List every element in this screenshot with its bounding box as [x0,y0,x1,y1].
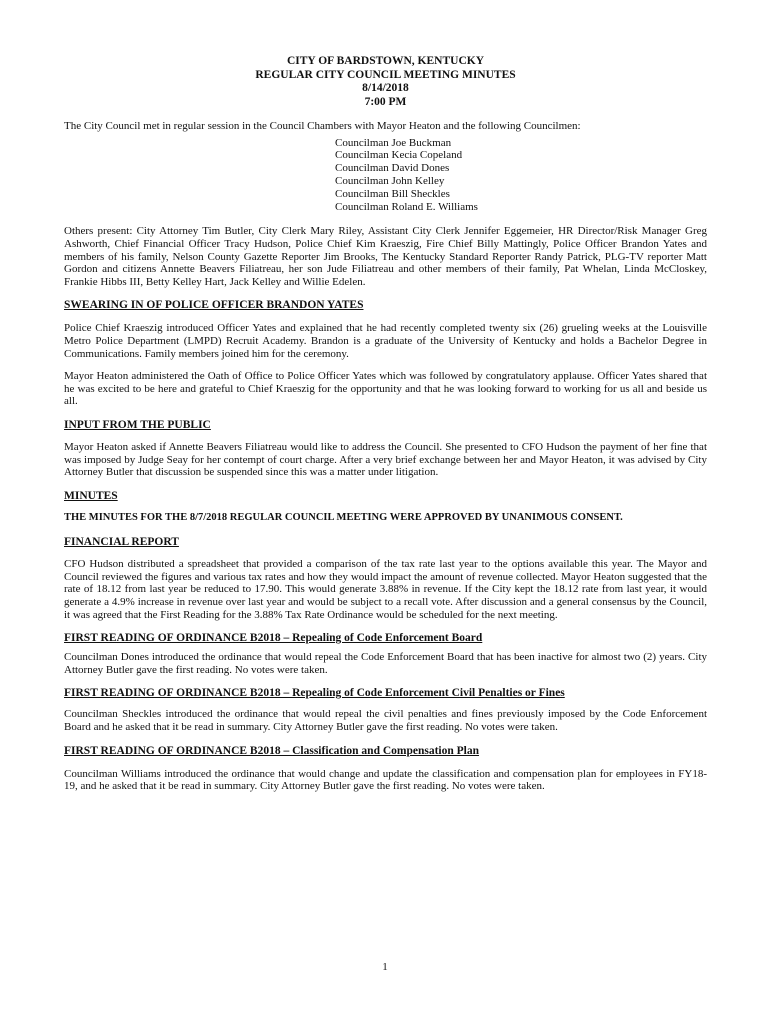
list-item: Councilman David Dones [335,162,450,175]
ordinance-3-heading: FIRST READING OF ORDINANCE B2018 – Classification and Compensation Plan [64,744,480,757]
list-item: Councilman John Kelley [335,174,445,187]
list-item: Councilman Bill Sheckles [335,187,450,200]
list-item: Councilman Roland E. Williams [335,200,478,213]
financial-heading: FINANCIAL REPORT [64,536,179,549]
financial-paragraph: CFO Hudson distributed a spreadsheet that provided a comparison of the tax rate last year to the options available this year. The Mayor and Council reviewed the figures and various tax rates and how they would impact the amount of revenue collected. Mayor Heaton suggested that the rate of 18.12 from last year be reduced to 17.90. This would generate 3.88% in revenue. If the City kept the 18.12 rate from last year, it would generate a 4.9% increase in revenue over last year and would be subject to a recall vote. After discussion and a general consensus by the Council, it was agreed that the First Reading for the 3.88% Tax Rate Ordinance would be scheduled for the next meeting. [64,558,707,621]
intro-paragraph: The City Council met in regular session in the Council Chambers with Mayor Heaton and the following Councilmen: [64,120,581,132]
swearing-paragraph-1: Police Chief Kraeszig introduced Officer Yates and explained that he had recently completed twenty six (26) grueling weeks at the Louisville Metro Police Department (LMPD) Recruit Academy. Brandon is a graduate of the University of Kentucky and holds a Bachelor Degree in Communications. Family members joined him for the ceremony. [64,322,707,360]
list-item: Councilman Joe Buckman [335,136,452,149]
ordinance-1-heading: FIRST READING OF ORDINANCE B2018 – Repealing of Code Enforcement Board [64,632,483,645]
ordinance-2-heading: FIRST READING OF ORDINANCE B2018 – Repealing of Code Enforcement Civil Penalties or Fines [64,687,565,700]
page-number: 1 [382,961,388,973]
ordinance-1-paragraph: Councilman Dones introduced the ordinance that would repeal the Code Enforcement Board that has been inactive for almost two (2) years. City Attorney Butler gave the first reading. No votes were taken. [64,651,707,676]
ordinance-2-paragraph: Councilman Sheckles introduced the ordinance that would repeal the civil penalties and fines previously imposed by the Code Enforcement Board and he asked that it be read in summary. City Attorney Butler gave the first reading. No votes were taken. [64,708,707,733]
meeting-time: 7:00 PM [364,95,407,108]
document-header [64,55,707,109]
list-item: Councilman Kecia Copeland [335,149,463,162]
meeting-date: 8/14/2018 [362,82,409,94]
others-present-paragraph: Others present: City Attorney Tim Butler, City Clerk Mary Riley, Assistant City Clerk Jennifer Eggemeier, HR Director/Risk Manager Greg Ashworth, Chief Financial Officer Tracy Hudson, Police Chief Kim Kraeszig, Fire Chief Billy Mattingly, Police Officer Brandon Yates and members of his family, Nelson County Gazette Reporter Jim Brooks, The Kentucky Standard Reporter Randy Patrick, PLG-TV reporter Matt Gordon and citizens Annette Beavers Filiatreau, her son Jude Filiatreau and other members of their family, Pat Whelan, Linda McCloskey, Frankie Hibbs III, Betty Kelley Hart, Jack Kelley and Willie Edelen. [64,225,707,288]
public-input-paragraph: Mayor Heaton asked if Annette Beavers Filiatreau would like to address the Council. She presented to CFO Hudson the payment of her fine that was imposed by Judge Seay for her contempt of court charge. After a very brief exchange between her and Mayor Heaton, it was advised by City Attorney Butler that discussion be suspended since this was a matter under litigation. [64,440,707,479]
public-input-heading: INPUT FROM THE PUBLIC [64,418,211,431]
swearing-heading: SWEARING IN OF POLICE OFFICER BRANDON YATES [64,299,364,312]
swearing-paragraph-2: Mayor Heaton administered the Oath of Office to Police Officer Yates which was followed by congratulatory applause. Officer Yates shared that he was excited to be here and grateful to Chief Kraeszig for the opportunity and that he was looking forward to working for us all and beside us all. [64,370,707,408]
councilmen-list [335,137,707,214]
document-title: REGULAR CITY COUNCIL MEETING MINUTES [255,68,516,81]
ordinance-3-paragraph: Councilman Williams introduced the ordinance that would change and update the classification and compensation plan for employees in FY18-19, and he asked that it be read in summary. City Attorney Butler gave the first reading. No votes were taken. [64,767,707,793]
minutes-heading: MINUTES [64,489,118,502]
city-title: CITY OF BARDSTOWN, KENTUCKY [286,55,485,67]
minutes-page [64,55,707,793]
minutes-approval: THE MINUTES FOR THE 8/7/2018 REGULAR COUNCIL MEETING WERE APPROVED BY UNANIMOUS CONSENT. [64,511,623,523]
